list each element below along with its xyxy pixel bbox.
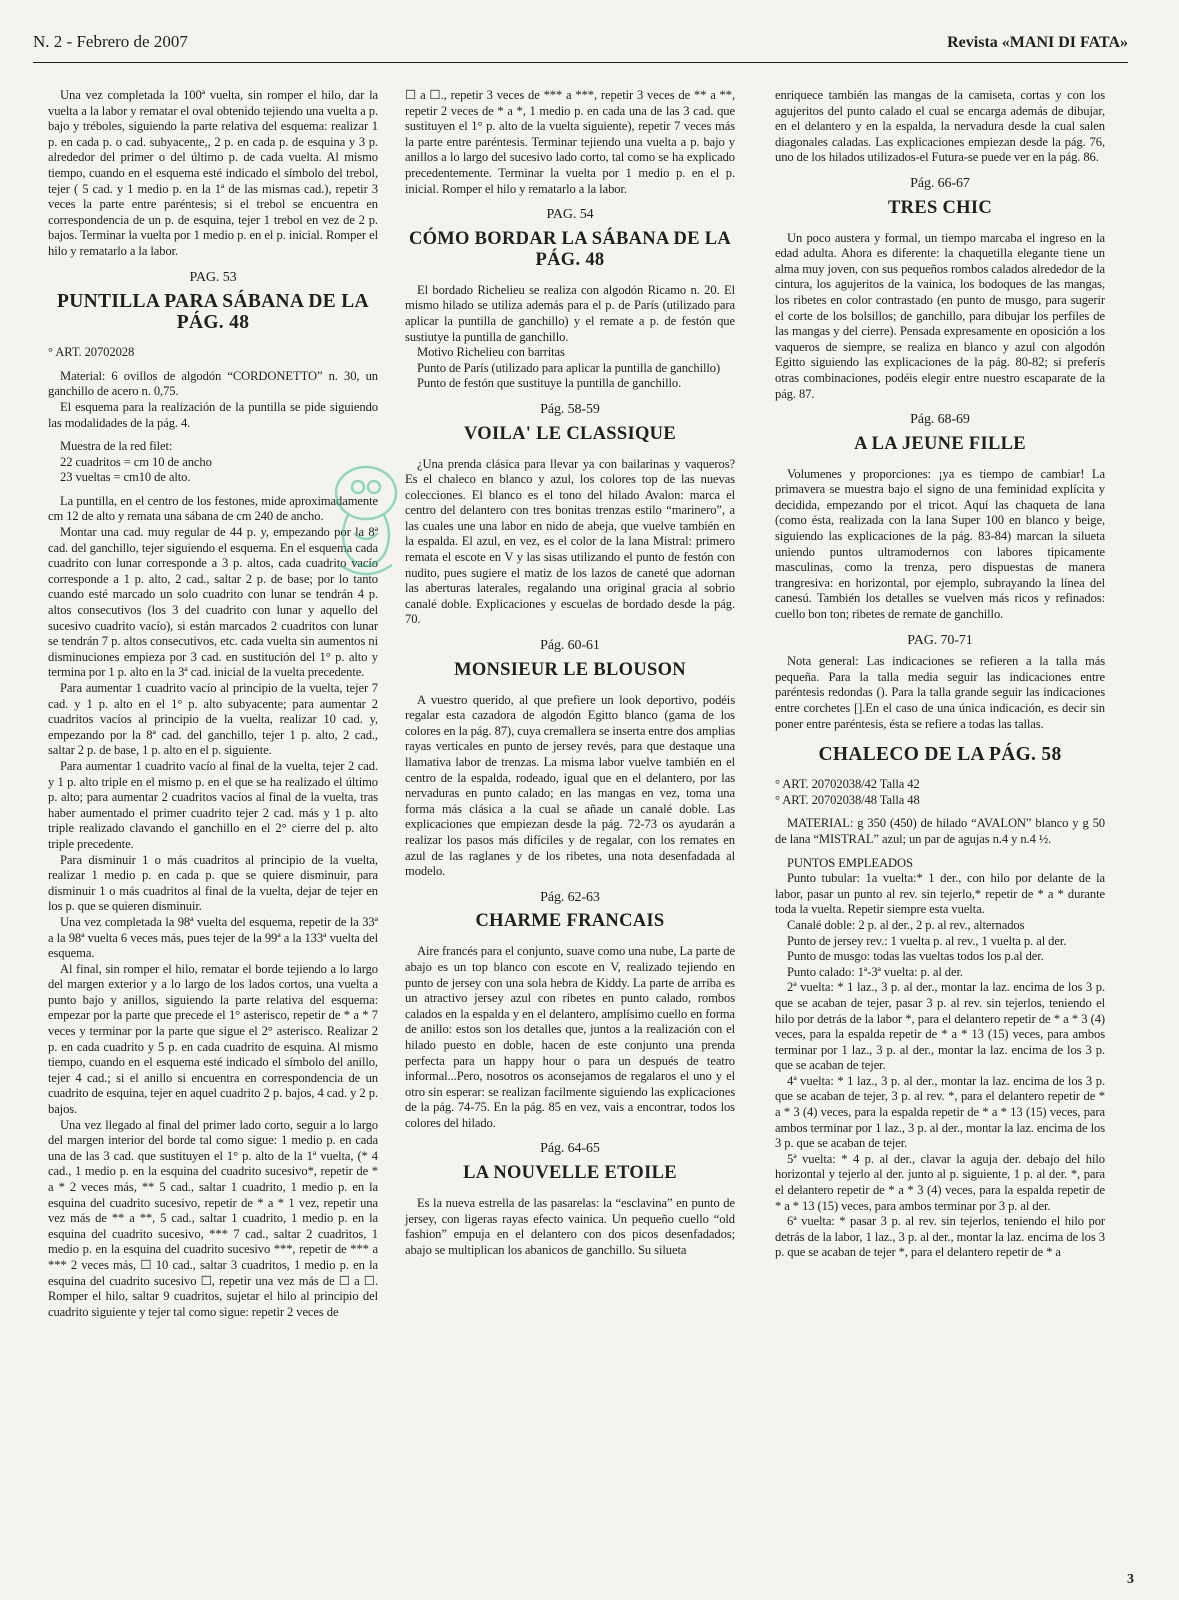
- page-reference: Pág. 58-59: [540, 401, 600, 417]
- paragraph: Punto de jersey rev.: 1 vuelta p. al rev., 1 vuelta p. al der.: [787, 933, 1067, 948]
- article-code: ° ART. 20702028: [48, 345, 135, 360]
- paragraph: Es la nueva estrella de las pasarelas: la “esclavina” en punto de jersey, con ligeras rayas efecto vainica. Un pequeño cuello “old fashion” empuja en el delantero con dos picos desenfadados; abajo se multiplican los abanicos de ganchillo. Su silueta: [405, 1196, 735, 1257]
- page-reference: Pág. 60-61: [540, 638, 600, 654]
- paragraph: Nota general: Las indicaciones se refieren a la talla más pequeña. Para la talla media seguir las indicaciones entre paréntesis redondas (). Para la talla grande seguir las indicaciones entre corchetes [].En el caso de una única indicación, es decir sin poner entre paréntesis, ésta se refiere a todas las tallas.: [775, 654, 1105, 731]
- issue-label: N. 2 - Febrero de 2007: [33, 32, 188, 51]
- list-item: Motivo Richelieu con barritas: [417, 345, 565, 360]
- paragraph: 6ª vuelta: * pasar 3 p. al rev. sin tejerlos, teniendo el hilo por detrás de la labor, 1 laz., 3 p. al der., montar la laz. encima de los 3 p. que se acaban de tejer *, para el delantero repetir de * a: [775, 1214, 1105, 1260]
- paragraph: Un poco austera y formal, un tiempo marcaba el ingreso en la edad adulta. Ahora es diferente: la chaquetilla elegante tiene un alma muy joven, con sus pequeños rombos calados alrededor de la cintura, los agujeritos de la vainica, los bodoques de las mangas, los ribetes en color contrastado (en punto de musgo, para sugerir el corte de los bolsillos; de ganchillo, para dibujar los perfiles de las mangas y del cierre). Pensada expresamente en oposición a los vaqueros de siempre, se realiza en blanco y azul con algodón Egitto siguiendo las explicaciones de la pág. 80-82; si preferís otras combinaciones, podéis elegir entre nuestro escaparate de la pág. 87.: [775, 230, 1105, 401]
- column-2: [405, 88, 735, 1258]
- article-code: ° ART. 20702038/48 Talla 48: [775, 792, 920, 807]
- page-reference: PAG. 54: [546, 207, 594, 223]
- page-reference: Pág. 64-65: [540, 1141, 600, 1157]
- paragraph: 5ª vuelta: * 4 p. al der., clavar la aguja der. debajo del hilo horizontal y tejerlo al der. junto al p. siguiente, 1 p. al der. *, para el delantero repetir de * a * 3 (4) veces, para la espalda repetir de * a * 13 (15) veces, para ambos terminar por 3 p. al der.: [775, 1151, 1105, 1213]
- paragraph: Aire francés para el conjunto, suave como una nube, La parte de abajo es un top blanco con escote en V, realizado tejiendo en punto de jersey con una sola hebra de Kiddy. La parte de arriba es un atractivo jersey azul con ribetes en punto calado, rombos calados en la espalda y en el delantero, amplísimo cuello en forma de anillo: estos son los detalles que, juntos a la realización con el hilado puesto en doble, hacen de este conjunto una prenda perfecta para un happy hour o para un después de teatro informal...Pero, nosotros os aconsejamos de regalaros el uno y el otro sin esperar: se realizan facilmente siguiendo las explicaciones de la pág. 74-75. En la pág. 85 en vez, vais a encontrar, todos los colores del hilado.: [405, 944, 735, 1130]
- paragraph: El esquema para la realización de la puntilla se pide siguiendo las modalidades de la pág. 4.: [48, 399, 378, 430]
- paragraph: La puntilla, en el centro de los festones, mide aproximadamente cm 12 de alto y remata una sábana de cm 240 de ancho.: [48, 493, 378, 524]
- page-reference: Pág. 66-67: [910, 175, 970, 191]
- paragraph: Montar una cad. muy regular de 44 p. y, empezando por la 8ª cad. del ganchillo, tejer siguiendo el esquema. En el esquema cada cuadrito con lunar corresponde a 3 p. altos, cada cuadrito vacío corresponde a 1 p. alto, 2 cad., saltar 2 p. de base; por lo tanto cuando esté marcado un solo cuadrito con lunar se tendrán 4 p. altos consecutivos (los 3 del cuadrito con lunar y aquello del sucesivo cuadrito vacío), si están marcados 2 cuadritos con lunar se tendrán 7 p. altos consecutivos, etc. cada vuelta sin aumentos ni disminuciones empieza por 3 cad. en sustitución del 1° p. alto y termina por 1 p. alto en la 3ª cad. inicial de la vuelta precedente.: [48, 525, 378, 680]
- paragraph: Punto tubular: 1a vuelta:* 1 der., con hilo por delante de la labor, pasar un punto al rev. sin tejerlo,* repetir de * a * durante toda la vuelta. Repetir siempre esta vuelta.: [775, 871, 1105, 917]
- material-paragraph: Material: 6 ovillos de algodón “CORDONETTO” n. 30, un ganchillo de acero n. 0,75.: [48, 368, 378, 399]
- paragraph: Al final, sin romper el hilo, rematar el borde tejiendo a lo largo del margen exterior y a lo largo de los lados cortos, una vuelta a punto bajo y anillos, siguiendo la parte relativa del esquema: empezar por la parte que precede el 1° asterisco, repetir de * a * 7 veces y terminar por la parte que sigue el 2° asterisco. Realizar 2 p. en cada cuadrito y 5 p. en cada cuadrito de esquina. Al mismo tiempo, cuando en el esquema esté indicado el símbolo del anillo, tejer 4 cad.; si el anillo si encuentra en correspondencia de un cuadrito de esquina, tejer en aquel cuadrito 2 p. bajos, 4 cad. y 2 p. bajos.: [48, 961, 378, 1117]
- puntos-title: PUNTOS EMPLEADOS: [787, 855, 913, 870]
- section-title-chic: TRES CHIC: [888, 197, 992, 218]
- page-header: [33, 32, 1128, 63]
- paragraph: enriquece también las mangas de la camiseta, cortas y con los agujeritos del punto calado el cual se encarga además de dibujar, en el delantero y en la espalda, la nervadura desde la cual salen diagonales caladas. Las explicaciones empiezan desde la pág. 76, uno de los hilados utilizados-el Futura-se puede ver en la pág. 86.: [775, 88, 1105, 165]
- section-title-chaleco: CHALECO DE LA PÁG. 58: [818, 744, 1062, 766]
- muestra-line: 23 vueltas = cm10 de alto.: [60, 470, 191, 485]
- column-3: [775, 88, 1105, 1261]
- page-reference: Pág. 62-63: [540, 889, 600, 905]
- section-title-blouson: MONSIEUR LE BLOUSON: [454, 659, 686, 680]
- page-number: 3: [1127, 1572, 1134, 1587]
- paragraph: 2ª vuelta: * 1 laz., 3 p. al der., montar la laz. encima de los 3 p. que se acaban de tejer, pasar 3 p. al rev. sin tejerlos, teniendo el hilo por detrás de la labor *, para el delantero repetir de * a * 3 (4) veces, para la espalda repetir de * a * 13 (15) veces, para ambos terminar por 1 laz., 3 p. al der., montar la laz. encima de los 3 p. que se acaban de tejer.: [775, 980, 1105, 1073]
- list-item: Punto de París (utilizado para aplicar la puntilla de ganchillo): [417, 360, 721, 375]
- article-code: ° ART. 20702038/42 Talla 42: [775, 777, 920, 792]
- paragraph: Para aumentar 1 cuadrito vacío al final de la vuelta, tejer 2 cad. y 1 p. alto triple en el mismo p. en el que se ha realizado el último p. alto; para aumentar 2 cuadritos vacíos al final de la vuelta, tras haber aumentado el primer cuadrito tejer 2 cad. más y 1 p. alto triple realizado clavando el ganchillo en el 2° cierre del p. alto triple precedente.: [48, 758, 378, 851]
- paragraph: Una vez completada la 100ª vuelta, sin romper el hilo, dar la vuelta a la labor y rematar el oval obtenido tejiendo una vuelta a p. bajo y tréboles, siguiendo la parte relativa del esquema: realizar 1 p. en cada p. o cad. subyacente,, 2 p. en cada p. de esquina y 3 p. alrededor del primer o del último p. de cada vuelta. Al mismo tiempo, cuando en el esquema esté indicado el símbolo del trebol, tejer ( 5 cad. y 1 medio p. en la 1ª de las mismas cad.), repetir 3 veces la parte entre paréntesis; si el trebol se encuentra en correspondencia de un p. de esquina, tejer 1 trebol en vez de 2 p. bajos. Terminar la vuelta por 1 medio p. en el p. inicial. Romper el hilo y rematarlo a la labor.: [48, 88, 378, 258]
- page-reference: Pág. 68-69: [910, 412, 970, 428]
- section-title-voila: VOILA' LE CLASSIQUE: [464, 423, 676, 444]
- magazine-title: Revista «MANI DI FATA»: [947, 34, 1128, 51]
- muestra-title: Muestra de la red filet:: [60, 439, 173, 454]
- column-1: [48, 88, 378, 1320]
- paragraph: Una vez llegado al final del primer lado corto, seguir a lo largo del margen interior del borde tal como sigue: 1 medio p. en cada una de las 3 cad. que sustituyen el 1° p. alto de la 1ª vuelta, (* 4 cad., 1 medio p. en la esquina del cuadrito sucesivo*, repetir de * a * 2 veces más, ** 5 cad., saltar 1 cuadrito, 1 medio p. en la esquina del cuadrito sucesivo, repetir de * a * 1 vez, repetir una vez más de ** a **, 5 cad., saltar 1 cuadrito, 1 medio p. en la esquina del cuadrito sucesivo, *** 7 cad., saltar 2 cuadritos, 1 medio p. en la esquina del cuadrito sucesivo ***, repetir de *** a *** 2 veces más, ☐ 10 cad., saltar 3 cuadritos, 1 medio p. en la esquina del cuadrito sucesivo ☐, repetir una vez más de ☐ a ☐. Romper el hilo, saltar 9 cuadritos, sujetar el hilo al principio del cuadrito siguiente y tejer tal como sigue: repetir 2 veces de: [48, 1117, 378, 1319]
- paragraph: Una vez completada la 98ª vuelta del esquema, repetir de la 33ª a la 98ª vuelta 6 veces más, pues tejer de la 99ª a la 133ª vuelta del esquema.: [48, 914, 378, 961]
- section-title-etoile: LA NOUVELLE ETOILE: [463, 1163, 677, 1184]
- material-paragraph: MATERIAL: g 350 (450) de hilado “AVALON” blanco y g 50 de lana “MISTRAL” azul; un par de agujas n.4 y n.4 ½.: [775, 816, 1105, 846]
- section-title-jeune: A LA JEUNE FILLE: [854, 433, 1026, 454]
- paragraph: Canalé doble: 2 p. al der., 2 p. al rev., alternados: [787, 917, 1025, 932]
- library-stamp-icon: [318, 455, 413, 585]
- section-title-charme: CHARME FRANCAIS: [475, 911, 665, 932]
- paragraph: 4ª vuelta: * 1 laz., 3 p. al der., montar la laz. encima de los 3 p. que se acaban de tejer, 3 p. al rev. *, para el delantero repetir de * a * 3 (4) veces, para la espalda repetir de * a * 13 (15) veces, para ambos terminar por 1 laz., 3 p. al der., montar la laz. encima de los 3 p. que se acaban de tejer.: [775, 1073, 1105, 1151]
- page-reference: PAG. 53: [189, 269, 237, 285]
- list-item: Punto de festón que sustituye la puntilla de ganchillo.: [417, 376, 682, 391]
- muestra-line: 22 cuadritos = cm 10 de ancho: [60, 454, 212, 469]
- section-title-bordar: CÓMO BORDAR LA SÁBANA DE LA PÁG. 48: [408, 228, 732, 270]
- paragraph: Para disminuir 1 o más cuadritos al principio de la vuelta, realizar 1 medio p. en cada p. que se quiere disminuir, para disminuir 1 o más cuadritos al final de la vuelta, dejar de tejer en los p. que se quieren disminuir.: [48, 852, 378, 914]
- paragraph: A vuestro querido, al que prefiere un look deportivo, podéis regalar esta cazadora de algodón Egitto blanco (gama de los colores en la pág. 87), cuya cremallera se inserta entre dos amplias rayas verticales en punto de jersey revés, para que destaque una llamativa labor de trenzas. La misma labor vuelve también en el centro de la espalda, rodeado, igual que en el delantero, por las nervaduras en punto calado; en las mangas en vez, toma una forma más clásica a la cual se añade un canalé doble. Las explicaciones que empiezan desde la pág. 72-73 os ayudarán a realizar los pasos más difíciles y de regalar, con los remates en azul de las raglanes y de los ribetes, una nota desenfadada al modelo.: [405, 692, 735, 879]
- paragraph: Volumenes y proporciones: ¡ya es tiempo de cambiar! La primavera se muestra bajo el signo de una feminidad explícita y decidida, empezando por el tricot. Aquí las chaqueta de lana (como ésta, realizada con la lana Super 100 en blanco y beige, siguiendo las explicaciones de la pág. 83-84) marcan la silueta uniendo puntos ultramodernos con labores tipicamente masculinas, como la trenza, pero dispuestas de manera trangresiva: en horizontal, por ejemplo, subrayando la línea del canesú. También los detalles se vuelven más ricos y refinados: cuello bon ton; ribetes de remate de ganchillo.: [775, 466, 1105, 622]
- page-reference: PAG. 70-71: [907, 632, 973, 648]
- paragraph: ¿Una prenda clásica para llevar ya con bailarinas y vaqueros? Es el chaleco en blanco y azul, los colores top de las nuevas colecciones. El blanco es el tono del hilado Avalon: marca el centro del delantero con tres bonitas trenzas estilo “marinero”, a las cuales une una labor en nido de abeja, que vuelve también en la espalda. El azul, en vez, es el color de la lana Mistral: primero remata el escote en V y las sisas utilizando el punto de festón con nudito, pues sugiere el matiz de los lazos de caneté que adornan las aberturas laterales, regalando una original gracia al sobrio canalé doble. Explicaciones y escuelas de bordado desde la pág. 70.: [405, 456, 735, 627]
- paragraph: Para aumentar 1 cuadrito vacío al principio de la vuelta, tejer 7 cad. y 1 p. alto en el 1° p. alto subyacente; para aumentar 2 cuadritos vacíos al principio de la vuelta, realizar 10 cad. y, empezando por la 8ª cad. del ganchillo, tejer 1 p. alto, 2 cad., saltar 2 p. de base, 1 p. alto en el p. siguiente.: [48, 681, 378, 758]
- paragraph: Punto calado: 1ª-3ª vuelta: p. al der.: [787, 964, 963, 979]
- paragraph: Punto de musgo: todas las vueltas todos los p.al der.: [787, 949, 1044, 964]
- paragraph: El bordado Richelieu se realiza con algodón Ricamo n. 20. El mismo hilado se utiliza además para el p. de París (utilizado para aplicar la puntilla de ganchillo) y el remate a p. de festón que sustiutye la puntilla de ganchillo.: [405, 282, 735, 344]
- section-title-puntilla: PUNTILLA PARA SÁBANA DE LA PÁG. 48: [57, 291, 369, 334]
- paragraph: ☐ a ☐., repetir 3 veces de *** a ***, repetir 3 veces de ** a **, repetir 2 veces de * a *, 1 medio p. en cada una de las 3 cad. que sustituyen el 1° p. alto de la vuelta siguiente), repetir 7 veces más la parte entre paréntesis. Terminar tejiendo una vuelta a p. bajo y anillos a lo largo del sucesivo lado corto, tal como se ha explicado precedentemente. Terminar la vuelta por 1 medio p. en el p. inicial. Romper el hilo y rematarlo a la labor.: [405, 88, 735, 196]
